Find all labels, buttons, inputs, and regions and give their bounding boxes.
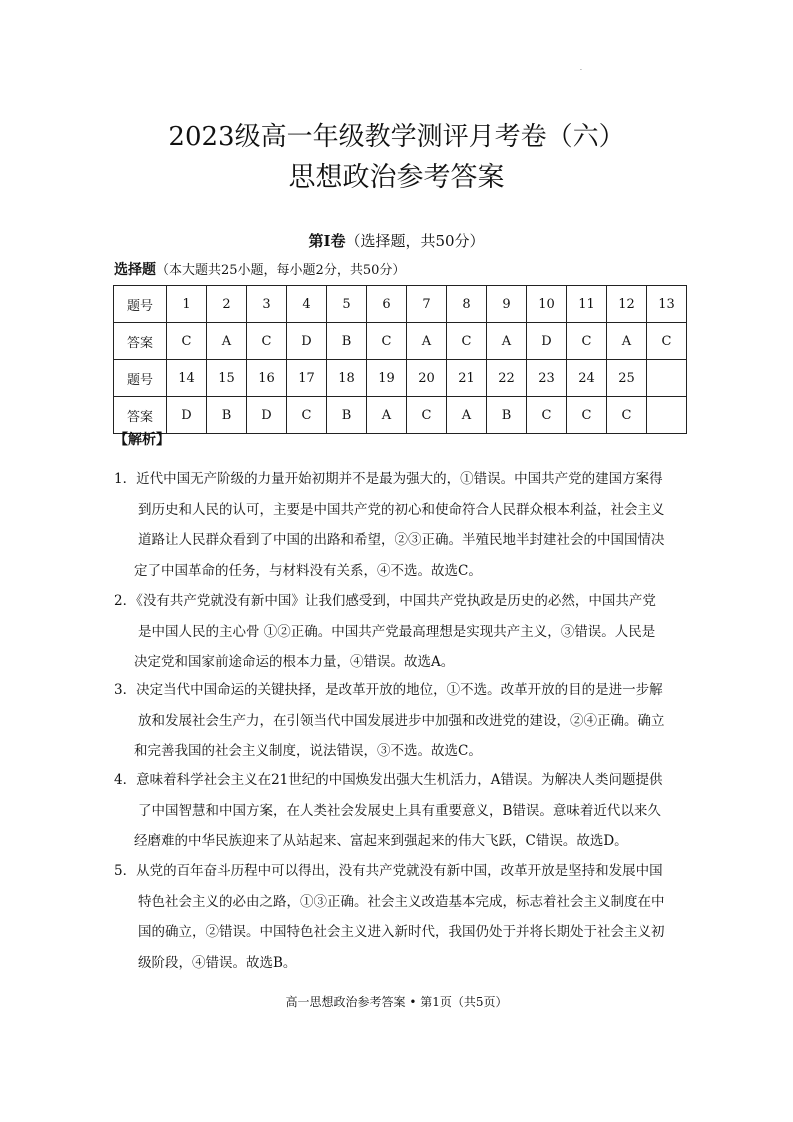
answer-cell: 16 [247,360,287,397]
answer-cell: C [407,397,447,434]
answer-cell: 8 [447,286,487,323]
answer-cell: 17 [287,360,327,397]
part1-heading-rest: （选择题，共50分） [345,232,485,250]
answer-cell: C [287,397,327,434]
answer-cell: A [447,397,487,434]
answer-cell: 1 [167,286,207,323]
answer-cell: C [247,323,287,360]
answer-table-row [114,360,687,397]
answer-cell: 7 [407,286,447,323]
item-line: 4．意味着科学社会主义在21世纪的中国焕发出强大生机活力，A错误。为解决人类问题提供 [114,772,663,788]
part1-heading-bold: 第Ⅰ卷 [308,232,346,250]
answer-cell: C [607,397,647,434]
answer-cell: 24 [567,360,607,397]
answer-cell: 5 [327,286,367,323]
answer-cell: C [367,323,407,360]
answer-cell: 13 [647,286,687,323]
answer-table-row [114,323,687,360]
answer-cell: C [527,397,567,434]
row-label: 题号 [114,286,167,323]
answer-cell: 12 [607,286,647,323]
item-line: 国的确立，②错误。中国特色社会主义进入新时代，我国仍处于并将长期处于社会主义初 [138,924,665,940]
item-line: 特色社会主义的必由之路，①③正确。社会主义改造基本完成，标志着社会主义制度在中 [138,893,665,910]
answer-cell: B [327,397,367,434]
answer-cell: B [207,397,247,434]
answer-cell: B [487,397,527,434]
answer-cell: C [447,323,487,360]
answer-cell: A [207,323,247,360]
item-line: 2．《没有共产党就没有新中国》让我们感受到，中国共产党执政是历史的必然，中国共产党 [114,593,656,609]
item-line: 1．近代中国无产阶级的力量开始初期并不是最为强大的，①错误。中国共产党的建国方案得 [114,471,663,487]
answer-cell: 20 [407,360,447,397]
row-label: 答案 [114,323,167,360]
page-footer: 高一思想政治参考答案 • 第1页（共5页） [285,995,508,1009]
multiple-choice-heading [114,260,405,281]
answer-cell: 3 [247,286,287,323]
item-line: 5．从党的百年奋斗历程中可以得出，没有共产党就没有新中国，改革开放是坚持和发展中国 [114,863,663,879]
answer-cell: 14 [167,360,207,397]
item-line: 是中国人民的主心骨 ①②正确。中国共产党最高理想是实现共产主义，③错误。人民是 [138,623,656,640]
answer-cell: 9 [487,286,527,323]
answer-cell: A [367,397,407,434]
answer-cell: C [567,323,607,360]
analysis-item-2 [114,586,686,678]
row-label: 答案 [114,397,167,434]
answer-cell: A [407,323,447,360]
answer-cell: D [247,397,287,434]
answer-cell: 18 [327,360,367,397]
answer-cell: A [487,323,527,360]
item-line: 决定党和国家前途命运的根本力量，④错误。故选A。 [134,654,455,670]
mc-heading-bold: 选择题 [114,262,156,278]
exam-subtitle: 思想政治参考答案 [288,162,505,193]
analysis-item-4 [114,765,686,857]
answer-cell [647,360,687,397]
item-line: 和完善我国的社会主义制度，说法错误，③不选。故选C。 [134,743,482,759]
item-line: 3．决定当代中国命运的关键抉择，是改革开放的地位，①不选。改革开放的目的是进一步解 [114,682,663,698]
item-line: 到历史和人民的认可，主要是中国共产党的初心和使命符合人民群众根本利益，社会主义 [138,501,665,518]
answer-cell: D [527,323,567,360]
answer-cell: C [647,323,687,360]
answer-cell: 22 [487,360,527,397]
item-line: 级阶段，④错误。故选B。 [138,954,297,971]
mc-heading-rest: （本大题共25小题，每小题2分，共50分） [156,263,406,278]
answer-table-row [114,397,687,434]
analysis-item-3 [114,675,686,767]
answer-cell: 11 [567,286,607,323]
answer-cell: A [607,323,647,360]
analysis-item-1 [114,464,686,586]
answer-cell: 19 [367,360,407,397]
answer-cell: 10 [527,286,567,323]
part1-heading [0,231,793,251]
corner-mark: . [580,65,582,72]
analysis-item-5 [114,856,686,978]
item-line: 道路让人民群众看到了中国的出路和希望，②③正确。半殖民地半封建社会的中国国情决 [138,532,665,548]
answer-cell: 21 [447,360,487,397]
row-label: 题号 [114,360,167,397]
exam-title: 2023级高一年级教学测评月考卷（六） [168,122,625,152]
answer-cell: B [327,323,367,360]
item-line: 定了中国革命的任务，与材料没有关系，④不选。故选C。 [134,562,482,579]
answer-cell: D [167,397,207,434]
answer-cell: D [287,323,327,360]
answer-table-row [114,286,687,323]
item-line: 放和发展社会生产力，在引领当代中国发展进步中加强和改进党的建设，②④正确。确立 [138,712,665,729]
answer-cell: 4 [287,286,327,323]
analysis-heading: 【解析】 [114,432,170,448]
answer-cell [647,397,687,434]
answer-table [113,285,687,434]
answer-cell: 25 [607,360,647,397]
item-line: 经磨难的中华民族迎来了从站起来、富起来到强起来的伟大飞跃，C错误。故选D。 [134,833,628,849]
answer-cell: C [167,323,207,360]
answer-cell: 15 [207,360,247,397]
answer-cell: 6 [367,286,407,323]
answer-cell: 2 [207,286,247,323]
answer-cell: C [567,397,607,434]
answer-cell: 23 [527,360,567,397]
item-line: 了中国智慧和中国方案，在人类社会发展史上具有重要意义，B错误。意味着近代以来久 [138,802,661,819]
